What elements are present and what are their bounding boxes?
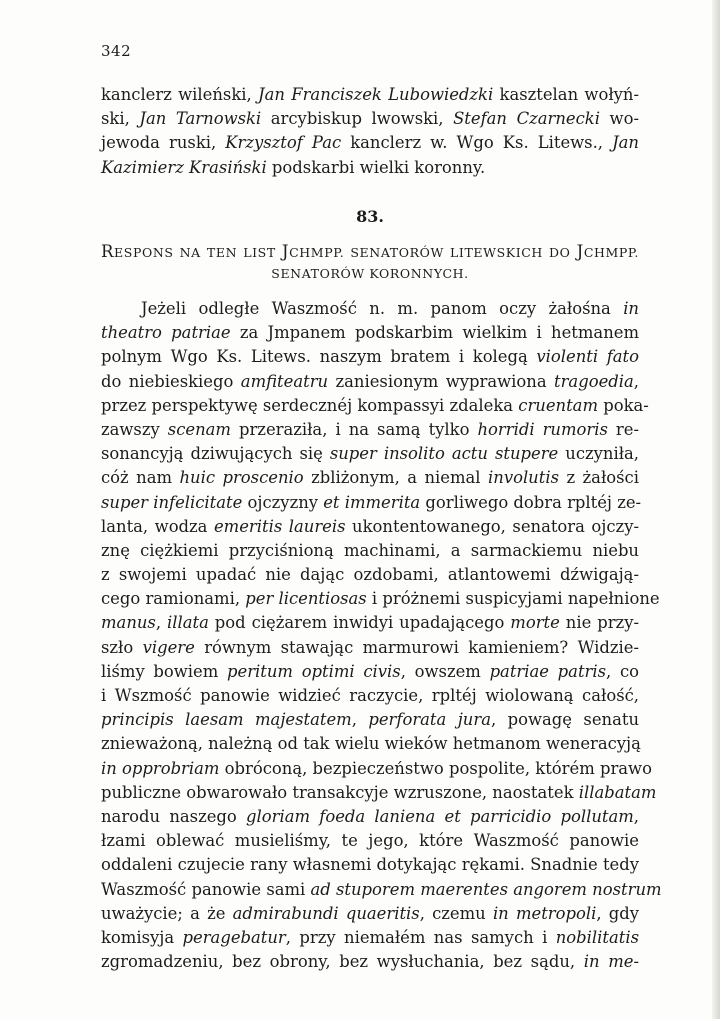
heading-line-2 bbox=[101, 263, 639, 285]
italic-phrase: manus bbox=[101, 613, 156, 633]
page-edge-shadow bbox=[712, 0, 720, 1019]
text-run: , czemu bbox=[419, 903, 493, 923]
text-line bbox=[101, 297, 639, 321]
text-run: , powagę senatu bbox=[490, 710, 640, 730]
text-run: , owszem bbox=[400, 661, 490, 681]
text-run: zaniesionym wyprawiona bbox=[328, 371, 555, 391]
section-heading bbox=[101, 241, 639, 285]
italic-phrase: Jan Tarnowski bbox=[139, 109, 262, 129]
italic-phrase: perforata jura bbox=[368, 710, 491, 730]
text-line bbox=[101, 781, 657, 805]
italic-phrase: theatro patriae bbox=[101, 323, 231, 343]
text-line bbox=[101, 853, 639, 877]
text-line bbox=[101, 131, 639, 155]
italic-phrase: in me- bbox=[583, 952, 639, 972]
heading-word: DO bbox=[549, 245, 571, 260]
intro-paragraph bbox=[101, 83, 639, 180]
text-run: publiczne obwarowało transakcyje wzruszone, naostatek bbox=[101, 782, 579, 802]
italic-phrase: peragebatur bbox=[182, 927, 286, 947]
text-run: Jeżeli odległe Waszmość n. m. panom oczy żałośna bbox=[141, 299, 624, 318]
italic-phrase: in opprobriam bbox=[101, 758, 220, 778]
text-run: obróconą, bezpieczeństwo pospolite, którém prawo bbox=[219, 758, 652, 778]
text-run: re- bbox=[607, 419, 639, 439]
text-run: cóż nam bbox=[101, 468, 180, 488]
italic-phrase: admirabundi quaeritis bbox=[232, 903, 420, 923]
text-run: szło bbox=[101, 637, 143, 657]
text-run: gorliwego dobra rpltéj ze- bbox=[420, 492, 642, 512]
text-run: kanclerz w. Wgo Ks. Litews., bbox=[341, 133, 613, 153]
italic-phrase: in metropoli bbox=[492, 903, 597, 923]
text-run: oddaleni czujecie rany własnemi dotykając rękami. Snadnie tedy bbox=[101, 855, 639, 875]
text-run: zawszy bbox=[101, 419, 168, 439]
text-run: , przy niemałém nas samych i bbox=[285, 927, 556, 947]
text-run: arcybiskup lwowski, bbox=[261, 109, 454, 129]
italic-phrase: illata bbox=[167, 613, 209, 633]
heading-word: NA bbox=[179, 245, 201, 260]
text-run: łzami oblewać musieliśmy, te jego, które Waszmość panowie bbox=[101, 831, 639, 851]
italic-phrase: principis laesam majestatem bbox=[101, 710, 352, 730]
italic-phrase: per licentiosas bbox=[245, 589, 367, 609]
text-run: polnym Wgo Ks. Litews. naszym bratem i kolegą bbox=[101, 347, 537, 367]
italic-phrase: patriae patris bbox=[489, 661, 607, 681]
text-line bbox=[101, 757, 652, 781]
text-run: z żałości bbox=[558, 468, 639, 488]
text-run: ojczyzny bbox=[242, 492, 324, 512]
italic-phrase: Jan Franciszek Lubowiedzki bbox=[258, 85, 494, 104]
italic-phrase: in bbox=[623, 299, 639, 318]
text-line bbox=[101, 611, 639, 635]
italic-phrase: horridi rumoris bbox=[477, 419, 608, 439]
text-line bbox=[101, 732, 639, 756]
text-run: kanclerz wileński, bbox=[101, 85, 259, 104]
text-run: poka- bbox=[598, 395, 649, 415]
text-run: z swojemi upadać nie dając ozdobami, atlantowemi dźwigają- bbox=[101, 565, 639, 585]
text-run: komisyja bbox=[101, 927, 183, 947]
heading-word: TEN bbox=[206, 245, 238, 260]
text-line bbox=[101, 515, 639, 539]
heading-word: SENATORÓW bbox=[271, 266, 365, 281]
text-run: nie przy- bbox=[559, 613, 639, 633]
text-run: pod ciężarem inwidyi upadającego bbox=[208, 613, 511, 633]
document-number: 83. bbox=[356, 207, 384, 226]
text-run: , bbox=[351, 710, 369, 730]
italic-phrase: Krzysztof Pac bbox=[225, 133, 342, 153]
text-run: uważycie; a że bbox=[101, 903, 233, 923]
text-run: i Wszmość panowie widzieć raczycie, rpltéj wiolowaną całość, bbox=[101, 686, 639, 705]
italic-phrase: amfiteatru bbox=[240, 371, 329, 391]
text-run: , bbox=[155, 613, 167, 633]
italic-phrase: vigere bbox=[142, 637, 195, 657]
heading-word: RESPONS bbox=[101, 242, 174, 261]
italic-phrase: Kazimierz Krasiński bbox=[101, 157, 267, 177]
heading-line-1 bbox=[101, 241, 639, 263]
heading-word: JCHMPP. bbox=[281, 242, 345, 261]
italic-phrase: tragoedia bbox=[554, 371, 634, 391]
text-line bbox=[101, 902, 639, 926]
text-line bbox=[101, 950, 639, 974]
text-line bbox=[101, 491, 642, 515]
text-run: i próżnemi suspicyjami napełnione bbox=[366, 589, 660, 609]
italic-phrase: scenam bbox=[167, 419, 231, 439]
text-run: lanta, wodza bbox=[101, 516, 214, 536]
text-line bbox=[101, 636, 639, 660]
italic-phrase: ad stuporem maerentes angorem nostrum bbox=[310, 879, 662, 899]
italic-phrase: Jan bbox=[612, 133, 639, 153]
text-run: uczyniła, bbox=[558, 444, 639, 464]
text-line bbox=[101, 829, 639, 853]
italic-phrase: cruentam bbox=[518, 395, 598, 415]
text-run: , gdy bbox=[596, 903, 639, 923]
text-run: jewoda ruski, bbox=[101, 133, 226, 153]
text-line bbox=[101, 418, 639, 442]
text-run: do niebieskiego bbox=[101, 371, 241, 391]
heading-word: SENATORÓW bbox=[350, 245, 444, 260]
text-line bbox=[101, 442, 639, 466]
heading-word: LITEWSKICH bbox=[449, 245, 543, 260]
italic-phrase: gloriam foeda laniena et parricidio pollutam bbox=[246, 806, 634, 826]
text-line bbox=[101, 878, 662, 902]
text-run: , co bbox=[606, 661, 640, 681]
text-line bbox=[101, 394, 649, 418]
text-line bbox=[101, 345, 639, 369]
heading-word: LIST bbox=[243, 245, 276, 260]
text-run: narodu naszego bbox=[101, 806, 247, 826]
italic-phrase: peritum optimi civis bbox=[227, 661, 401, 681]
text-run: podskarbi wielki koronny. bbox=[266, 157, 486, 177]
text-line bbox=[101, 660, 639, 684]
body-paragraph bbox=[101, 297, 662, 974]
text-run: , bbox=[633, 371, 639, 391]
text-line bbox=[101, 708, 639, 732]
text-line bbox=[101, 321, 639, 345]
page-number: 342 bbox=[101, 42, 132, 60]
text-run: liśmy bowiem bbox=[101, 661, 228, 681]
italic-phrase: illabatam bbox=[578, 782, 657, 802]
text-run: przez perspektywę serdecznéj kompassyi zdaleka bbox=[101, 395, 519, 415]
text-line bbox=[101, 466, 639, 490]
text-run: znieważoną, należną od tak wielu wieków hetmanom weneracyją bbox=[101, 734, 641, 754]
text-line bbox=[101, 805, 639, 829]
heading-word: JCHMPP. bbox=[576, 242, 639, 261]
text-run: za Jmpanem podskarbim wielkim i hetmanem bbox=[230, 323, 639, 343]
text-line bbox=[101, 156, 639, 180]
text-line bbox=[101, 539, 639, 563]
text-run: cego ramionami, bbox=[101, 589, 246, 609]
text-run: wo- bbox=[599, 109, 639, 129]
text-run: , bbox=[633, 806, 639, 826]
italic-phrase: emeritis laureis bbox=[213, 516, 346, 536]
text-run: Waszmość panowie sami bbox=[101, 879, 311, 899]
text-line bbox=[101, 926, 639, 950]
text-run: kasztelan wołyń- bbox=[493, 85, 639, 104]
text-line bbox=[101, 684, 639, 708]
italic-phrase: super infelicitate bbox=[101, 492, 243, 512]
italic-phrase: et immerita bbox=[323, 492, 421, 512]
italic-phrase: nobilitatis bbox=[555, 927, 639, 947]
text-run: równym stawając marmurowi kamieniem? Widzie- bbox=[194, 637, 639, 657]
italic-phrase: Stefan Czarnecki bbox=[453, 109, 600, 129]
italic-phrase: super insolito actu stupere bbox=[329, 444, 559, 464]
text-line bbox=[101, 370, 639, 394]
text-run: sonancyją dziwujących się bbox=[101, 444, 330, 464]
text-line bbox=[101, 107, 639, 131]
text-run: zbliżonym, a niemal bbox=[303, 468, 489, 488]
heading-word: KORONNYCH. bbox=[369, 266, 469, 281]
text-run: ukontentowanego, senatora ojczy- bbox=[345, 516, 639, 536]
text-line bbox=[101, 587, 660, 611]
italic-phrase: violenti fato bbox=[536, 347, 639, 367]
text-run: przeraziła, i na samą tylko bbox=[230, 419, 478, 439]
italic-phrase: huic proscenio bbox=[179, 468, 304, 488]
text-run: znę ciężkiemi przyciśnioną machinami, a sarmackiemu niebu bbox=[101, 540, 639, 560]
text-run: zgromadzeniu, bez obrony, bez wysłuchania, bez sądu, bbox=[101, 952, 584, 972]
italic-phrase: involutis bbox=[488, 468, 559, 488]
text-line bbox=[101, 563, 639, 587]
italic-phrase: morte bbox=[510, 613, 560, 633]
text-line bbox=[101, 83, 639, 107]
text-run: ski, bbox=[101, 109, 140, 129]
